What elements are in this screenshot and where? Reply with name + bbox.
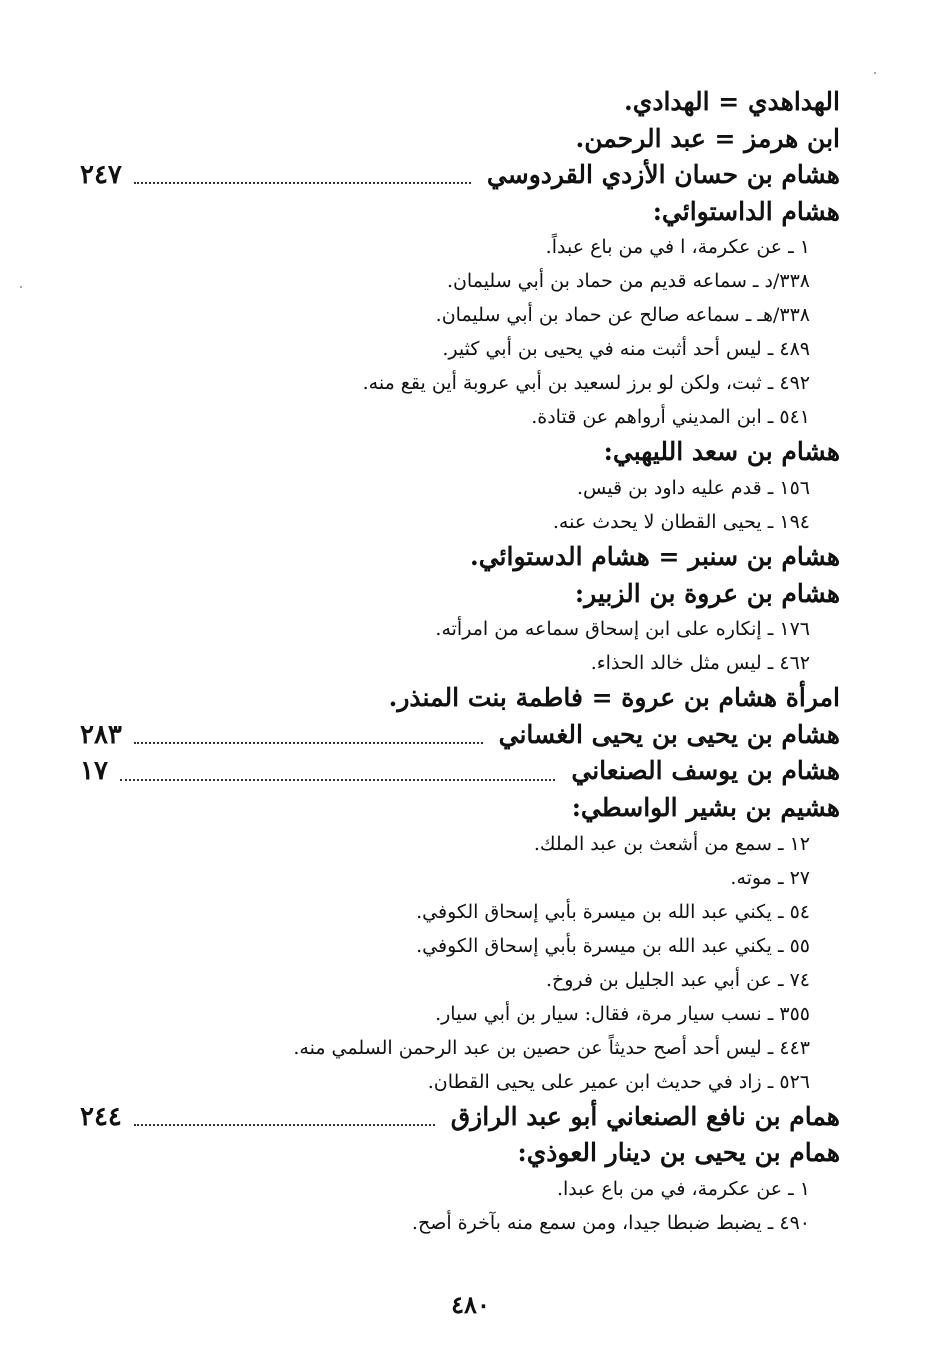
index-subentry bbox=[80, 827, 840, 861]
dot-leader bbox=[134, 182, 471, 184]
subentry-text: ٥٤ ـ يكني عبد الله بن ميسرة بأبي إسحاق الكوفي. bbox=[416, 900, 810, 923]
subentry-text: ١ ـ عن عكرمة، في من باع عبدا. bbox=[556, 1177, 810, 1200]
scan-speck bbox=[20, 286, 22, 288]
subentry-text: ٥٢٦ ـ زاد في حديث ابن عمير على يحيى القطان. bbox=[427, 1070, 810, 1093]
subentry-text: ٤٦٢ ـ ليس مثل خالد الحذاء. bbox=[590, 652, 810, 675]
index-subentry bbox=[80, 1206, 840, 1240]
heading-text: هشام بن عروة بن الزبير: bbox=[574, 578, 840, 608]
index-subentry bbox=[80, 1172, 840, 1206]
heading-text: ابن هرمز = عبد الرحمن. bbox=[575, 123, 840, 153]
subentry-text: ١٧٦ ـ إنكاره على ابن إسحاق سماعه من امرأته. bbox=[435, 618, 810, 641]
heading-text: هشام بن يوسف الصنعاني bbox=[571, 756, 840, 786]
heading-text: هشام بن سنبر = هشام الدستوائي. bbox=[470, 541, 840, 571]
subentry-text: ٢٧ ـ موته. bbox=[730, 866, 810, 889]
subentry-text: ٣٥٥ ـ نسب سيار مرة، فقال: سيار بن أبي سيار. bbox=[435, 1002, 810, 1025]
heading-text: همام بن يحيى بن دينار العوذي: bbox=[517, 1138, 840, 1168]
index-entries bbox=[80, 84, 840, 1240]
index-subentry bbox=[80, 332, 840, 366]
index-heading bbox=[80, 84, 840, 121]
subentry-text: ١ ـ عن عكرمة، ا في من باع عبداً. bbox=[545, 236, 810, 259]
index-subentry bbox=[80, 1031, 840, 1065]
index-page-body bbox=[80, 84, 840, 1240]
index-subentry bbox=[80, 1065, 840, 1099]
index-subentry bbox=[80, 366, 840, 400]
index-subentry bbox=[80, 400, 840, 434]
index-subentry bbox=[80, 505, 840, 539]
index-heading bbox=[80, 680, 840, 717]
heading-text: هشام بن يحيى بن يحيى الغساني bbox=[498, 719, 840, 749]
index-subentry bbox=[80, 471, 840, 505]
index-subentry bbox=[80, 298, 840, 332]
index-subentry bbox=[80, 230, 840, 264]
subentry-text: ٥٤١ ـ ابن المديني أرواهم عن قتادة. bbox=[531, 406, 810, 429]
heading-text: هشام بن سعد الليهبي: bbox=[603, 437, 840, 467]
subentry-text: ١٩٤ ـ يحيى القطان لا يحدث عنه. bbox=[552, 510, 810, 533]
index-subentry bbox=[80, 612, 840, 646]
subentry-text: ٥٥ ـ يكني عبد الله بن ميسرة بأبي إسحاق الكوفي. bbox=[416, 934, 810, 957]
heading-text: هشام بن حسان الأزدي القردوسي bbox=[486, 160, 840, 190]
index-subentry bbox=[80, 264, 840, 298]
page-reference: ٢٤٤ bbox=[80, 1101, 122, 1132]
heading-text: امرأة هشام بن عروة = فاطمة بنت المنذر. bbox=[388, 683, 840, 713]
heading-text: الهداهدي = الهدادي. bbox=[624, 87, 840, 116]
subentry-text: ٧٤ ـ عن أبي عبد الجليل بن فروخ. bbox=[545, 968, 810, 991]
index-subentry bbox=[80, 963, 840, 997]
subentry-text: ٤٤٣ ـ ليس أحد أصح حديثاً عن حصين بن عبد الرحمن السلمي منه. bbox=[293, 1036, 810, 1059]
subentry-text: ١٢ ـ سمع من أشعث بن عبد الملك. bbox=[533, 832, 810, 855]
page-reference: ٢٤٧ bbox=[80, 160, 122, 191]
index-subentry bbox=[80, 646, 840, 680]
index-heading bbox=[80, 790, 840, 827]
index-subentry bbox=[80, 861, 840, 895]
subentry-text: ٣٣٨/د ـ سماعه قديم من حماد بن أبي سليمان. bbox=[446, 270, 810, 293]
dot-leader bbox=[120, 779, 555, 781]
index-heading bbox=[80, 121, 840, 158]
heading-text: هشام الداستوائي: bbox=[652, 196, 840, 226]
index-heading bbox=[80, 157, 840, 194]
heading-text: هشيم بن بشير الواسطي: bbox=[571, 792, 840, 822]
scan-speck bbox=[874, 72, 876, 74]
index-heading bbox=[80, 576, 840, 613]
index-heading bbox=[80, 539, 840, 576]
subentry-text: ٤٩٠ ـ يضبط ضبطا جيدا، ومن سمع منه بآخرة أصح. bbox=[411, 1211, 810, 1234]
page-number: ٤٨٠ bbox=[451, 1290, 490, 1319]
dot-leader bbox=[134, 742, 483, 744]
subentry-text: ٤٨٩ ـ ليس أحد أثبت منه في يحيى بن أبي كثير. bbox=[442, 338, 810, 361]
subentry-text: ٤٩٢ ـ ثبت، ولكن لو برز لسعيد بن أبي عروبة أين يقع منه. bbox=[362, 372, 810, 395]
index-subentry bbox=[80, 997, 840, 1031]
index-heading bbox=[80, 194, 840, 231]
index-heading bbox=[80, 753, 840, 790]
index-subentry bbox=[80, 895, 840, 929]
index-heading bbox=[80, 434, 840, 471]
index-subentry bbox=[80, 929, 840, 963]
index-heading bbox=[80, 1135, 840, 1172]
page-reference: ١٧ bbox=[80, 756, 108, 787]
page-reference: ٢٨٣ bbox=[80, 719, 122, 750]
heading-text: همام بن نافع الصنعاني أبو عبد الرازق bbox=[450, 1101, 840, 1131]
subentry-text: ١٥٦ ـ قدم عليه داود بن قيس. bbox=[576, 476, 810, 499]
subentry-text: ٣٣٨/هـ ـ سماعه صالح عن حماد بن أبي سليمان. bbox=[435, 304, 810, 327]
dot-leader bbox=[134, 1124, 435, 1126]
index-heading bbox=[80, 1099, 840, 1136]
index-heading bbox=[80, 717, 840, 754]
